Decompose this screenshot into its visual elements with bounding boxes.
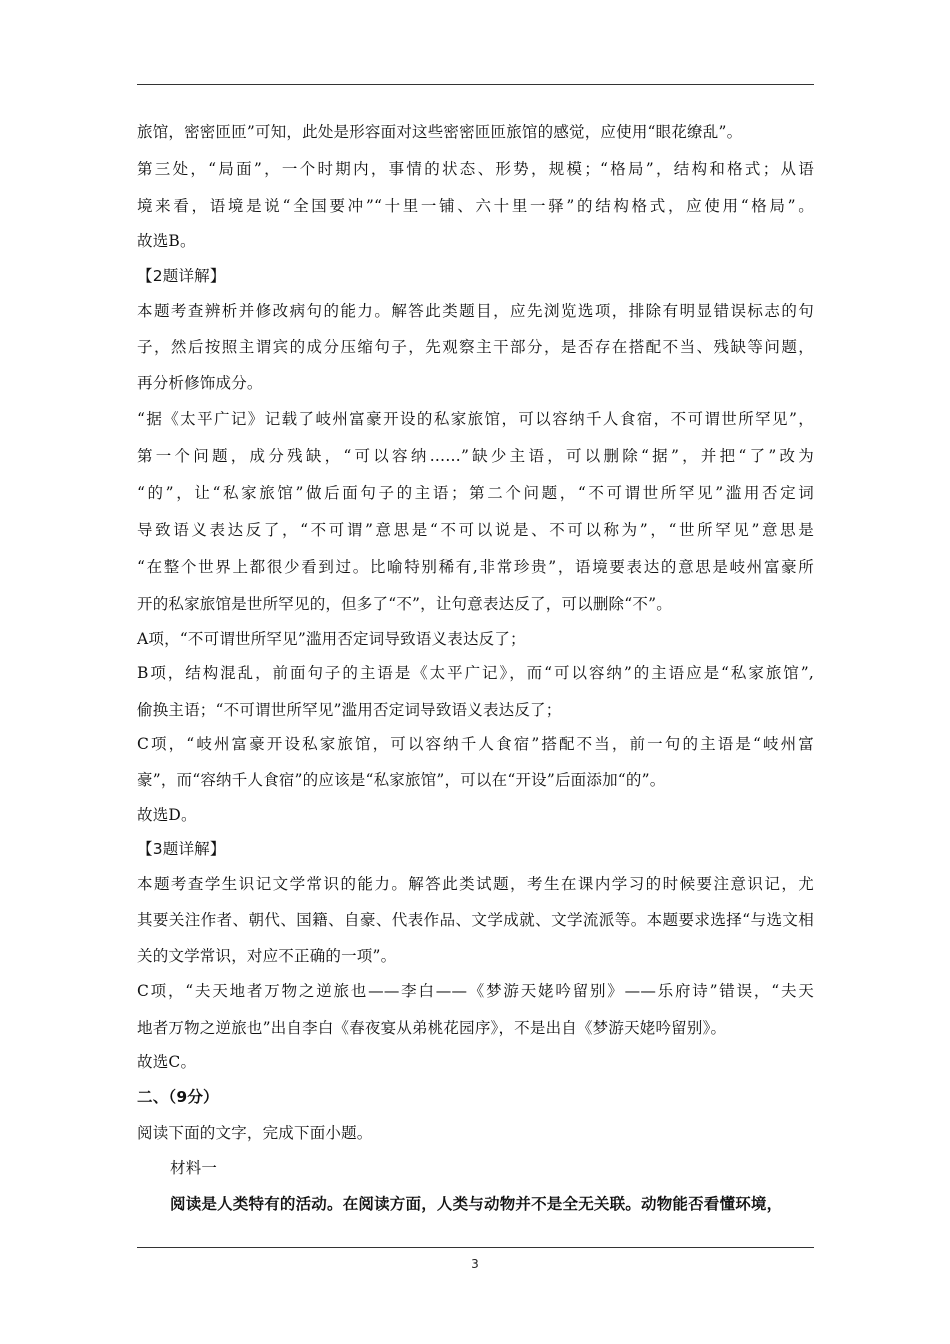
text-line: 旅馆，密密匝匝”可知，此处是形容面对这些密密匝匝旅馆的感觉，应使用“眼花缭乱”。 (137, 123, 743, 141)
section-heading: 【3题详解】 (137, 840, 226, 858)
text-line: C项，“岐州富豪开设私家旅馆，可以容纳千人食宿”搭配不当，前一句的主语是“岐州富 (137, 735, 814, 753)
text-line: A项，“不可谓世所罕见”滥用否定词导致语义表达反了； (137, 630, 526, 648)
text-line: 境来看，语境是说“全国要冲”“十里一铺、六十里一驿”的结构格式，应使用“格局”。 (137, 197, 814, 215)
section-heading: 【2题详解】 (137, 267, 226, 285)
text-line: “的”，让“私家旅馆”做后面句子的主语；第二个问题，“不可谓世所罕见”滥用否定词 (137, 484, 814, 502)
text-line: 本题考查学生识记文学常识的能力。解答此类试题，考生在课内学习的时候要注意识记，尤 (137, 875, 814, 893)
text-line: 开的私家旅馆是世所罕见的，但多了“不”，让句意表达反了，可以删除“不”。 (137, 595, 672, 613)
footer-rule (137, 1247, 814, 1248)
text-line: 本题考查辨析并修改病句的能力。解答此类题目，应先浏览选项，排除有明显错误标志的句 (137, 302, 814, 320)
text-line: 故选C。 (137, 1053, 197, 1071)
header-rule (137, 84, 814, 85)
text-line: 豪”，而“容纳千人食宿”的应该是“私家旅馆”，可以在“开设”后面添加“的”。 (137, 771, 666, 789)
text-line: 关的文学常识，对应不正确的一项”。 (137, 947, 397, 965)
text-line: 导致语义表达反了，“不可谓”意思是“不可以说是、不可以称为”，“世所罕见”意思是 (137, 521, 814, 539)
text-line: B项，结构混乱，前面句子的主语是《太平广记》，而“可以容纳”的主语应是“私家旅馆”, (137, 664, 814, 682)
text-line: 故选D。 (137, 806, 197, 824)
text-line: 第一个问题，成分残缺，“可以容纳……”缺少主语，可以删除“据”，并把“了”改为 (137, 447, 814, 465)
text-line: 第三处，“局面”，一个时期内，事情的状态、形势，规模；“格局”，结构和格式；从语 (137, 160, 814, 178)
text-line: 阅读下面的文字，完成下面小题。 (137, 1124, 373, 1142)
text-line: 其要关注作者、朝代、国籍、自豪、代表作品、文学成就、文学流派等。本题要求选择“与选文相 (137, 911, 814, 929)
part-heading: 二、（9分） (137, 1088, 219, 1106)
page-number: 3 (471, 1257, 479, 1271)
material-title: 材料一 (170, 1159, 218, 1177)
text-line: 地者万物之逆旅也”出自李白《春夜宴从弟桃花园序》，不是出自《梦游天姥吟留别》。 (137, 1019, 727, 1037)
text-line: “据《太平广记》记载了岐州富豪开设的私家旅馆，可以容纳千人食宿，不可谓世所罕见”， (137, 410, 814, 428)
text-line: 再分析修饰成分。 (137, 374, 263, 392)
text-line: 故选B。 (137, 232, 196, 250)
text-line: C项，“夫天地者万物之逆旅也——李白——《梦游天姥吟留别》——乐府诗”错误，“夫天 (137, 982, 814, 1000)
text-line: 子，然后按照主谓宾的成分压缩句子，先观察主干部分，是否存在搭配不当、残缺等问题， (137, 338, 814, 356)
material-text-line: 阅读是人类特有的活动。在阅读方面，人类与动物并不是全无关联。动物能否看懂环境， (170, 1195, 783, 1213)
text-line: 偷换主语；“不可谓世所罕见”滥用否定词导致语义表达反了； (137, 701, 562, 719)
text-line: “在整个世界上都很少看到过。比喻特别稀有,非常珍贵”，语境要表达的意思是岐州富豪所 (137, 558, 814, 576)
